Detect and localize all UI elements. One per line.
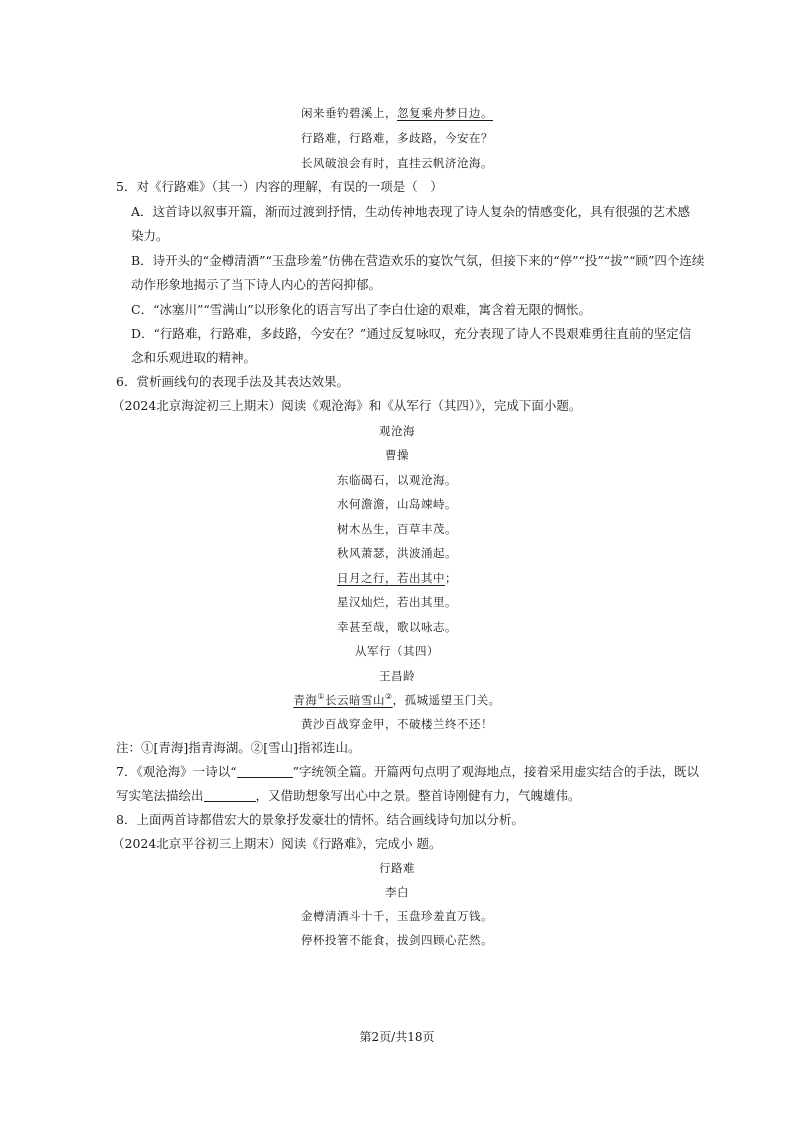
option-b: B．诗开头的“金樽清酒”“玉盘珍羞”仿佛在营造欢乐的宴饮气氛，但接下来的“停”“投”“拔”“顾”四个连续	[131, 253, 705, 268]
question-text: 7．《观沧海》一诗以“	[116, 764, 237, 779]
poem-line: 水何澹澹，山岛竦峙。	[337, 497, 457, 511]
question-text: 写实笔法描绘出	[116, 788, 204, 803]
poem-author: 王昌龄	[379, 669, 415, 683]
footnote-marker: ②	[385, 692, 393, 701]
poem-line: 秋风萧瑟，洪波涌起。	[337, 546, 457, 560]
poem-text: 青海	[293, 693, 318, 707]
option-a: A．这首诗以叙事开篇，渐而过渡到抒情，生动传神地表现了诗人复杂的情感变化，具有很强的艺术感	[131, 204, 691, 219]
poem-line: 幸甚至哉，歌以咏志。	[337, 620, 457, 634]
poem-line: 东临碣石，以观沧海。	[337, 473, 457, 487]
poem-title: 行路难	[379, 861, 415, 875]
poem-author: 李白	[385, 885, 409, 899]
poem-title: 观沧海	[379, 424, 415, 438]
question-text: ”字统领全篇。开篇两句点明了观海地点，接着采用虚实结合的手法，既以	[292, 764, 699, 779]
option-c: C．“冰塞川”“雪满山”以形象化的语言写出了李白仕途的艰难，寓含着无限的惆怅。	[131, 302, 592, 317]
poem-line: 树木丛生，百草丰茂。	[337, 522, 457, 536]
poem-line: 长风破浪会有时，直挂云帆济沧海。	[301, 156, 493, 170]
poem-text: 长云暗雪山	[325, 693, 385, 707]
footnote: 注：①[青海]指青海湖。②[雪山]指祁连山。	[116, 740, 361, 755]
question-6: 6．赏析画线句的表现手法及其表达效果。	[116, 374, 349, 389]
poem-line: 停杯投箸不能食，拔剑四顾心茫然。	[301, 933, 493, 947]
question-5-stem: 5．对《行路难》（其一）内容的理解，有误的一项是（ ）	[116, 179, 443, 194]
poem-line	[0, 692, 794, 708]
poem-text: ；	[445, 571, 457, 585]
poem-line	[0, 570, 794, 586]
underlined-line	[293, 693, 392, 707]
poem-line: 黄沙百战穿金甲，不破楼兰终不还！	[301, 717, 493, 731]
option-d-cont: 念和乐观进取的精神。	[131, 350, 257, 365]
poem-author: 曹操	[385, 448, 409, 462]
poem-line	[0, 105, 794, 121]
question-7-cont	[116, 788, 581, 804]
poem-title: 从军行（其四）	[355, 644, 439, 658]
question-text: ，又借助想象写出心中之景。整首诗刚健有力，气魄雄伟。	[255, 788, 581, 803]
option-b-cont: 动作形象地揭示了当下诗人内心的苦闷抑郁。	[131, 277, 382, 292]
page-number: 第2页/共18页	[359, 1030, 435, 1044]
option-a-cont: 染力。	[131, 228, 169, 243]
option-d: D．“行路难，行路难，多歧路，今安在？”通过反复咏叹，充分表现了诗人不畏艰难勇往直前的坚定信	[131, 326, 692, 341]
reading-intro: （2024北京海淀初三上期末）阅读《观沧海》和《从军行（其四）》，完成下面小题。	[112, 398, 582, 413]
question-8: 8．上面两首诗都借宏大的景象抒发豪壮的情怀。结合画线诗句加以分析。	[116, 812, 524, 827]
underlined-line: 忽复乘舟梦日边。	[397, 106, 493, 120]
answer-blank[interactable]	[204, 789, 256, 802]
reading-intro: （2024北京平谷初三上期末）阅读《行路难》，完成小 题。	[112, 836, 442, 851]
poem-line: 金樽清酒斗十千，玉盘珍羞直万钱。	[301, 909, 493, 923]
question-7	[116, 764, 699, 780]
poem-line: 星汉灿烂，若出其里。	[337, 595, 457, 609]
poem-line: 行路难，行路难，多歧路，今安在？	[301, 131, 493, 145]
answer-blank[interactable]	[237, 765, 293, 778]
poem-text: ，孤城遥望玉门关。	[392, 693, 501, 707]
footnote-marker: ①	[317, 692, 325, 701]
underlined-line: 日月之行，若出其中	[337, 571, 445, 585]
poem-text: 闲来垂钓碧溪上，	[301, 106, 397, 120]
